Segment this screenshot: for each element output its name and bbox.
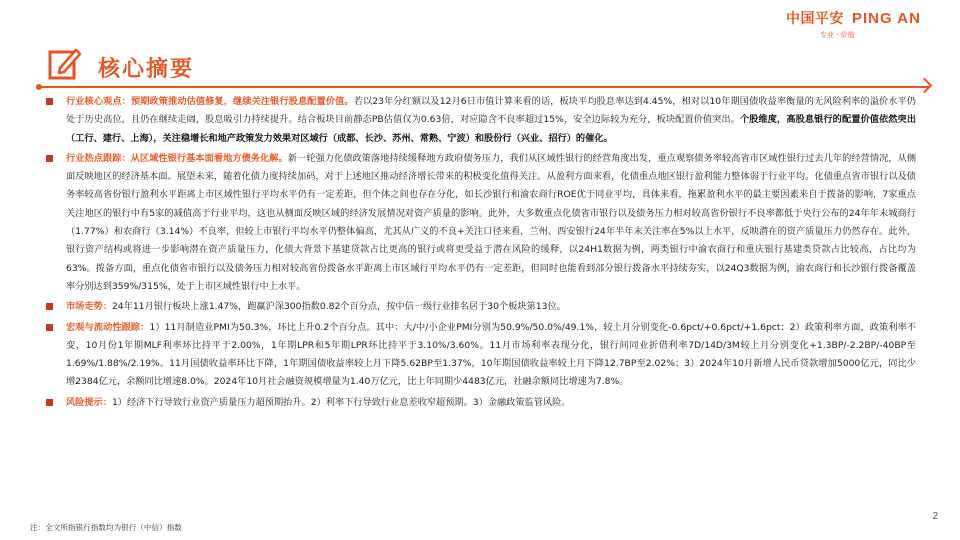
- page-number: 2: [932, 511, 938, 522]
- paragraph-text: 24年11月银行板块上涨1.47%，跑赢沪深300指数0.82个百分点，按中信一级行业排名居于30个板块第13位。: [111, 301, 566, 313]
- paragraph-industry-view: [44, 93, 916, 148]
- paragraph-heading: 行业热点跟踪：从区域性银行基本面看地方债务化解。: [66, 152, 288, 164]
- divider-arrow-icon: [917, 78, 933, 94]
- paragraph-market-trend: [44, 298, 916, 316]
- edit-pen-icon: [46, 46, 82, 82]
- title-divider: [40, 86, 930, 88]
- square-bullet-icon: [46, 155, 53, 162]
- square-bullet-icon: [46, 98, 53, 105]
- logo-cn-text: 中国平安: [786, 11, 844, 27]
- summary-content: [44, 93, 916, 414]
- logo-en-text: PING AN: [852, 9, 921, 27]
- paragraph-bold-text: 个股维度，高股息银行的配置价值依然突出（工行、建行、上海），关注稳增长和地产政策发力效果对区域行（成都、长沙、苏州、常熟、宁波）和股份行（兴业、招行）的催化。: [66, 114, 917, 144]
- square-bullet-icon: [46, 303, 53, 310]
- logo-slogan: 专业 · 价值: [820, 31, 855, 39]
- paragraph-text: 1）11月制造业PMI为50.3%，环比上升0.2个百分点。其中：大/中/小企业PMI分别为50.9%/50.0%/49.1%，较上月分别变化-0.6pct/+0.6pct/+1.6pct；2）政策利率方面，政策利率不变，10月份1年期MLF利率环比持平于2.00%，1年期LPR和5年期LPR环比持平于3.10%/3.60%。11月市场利率表现分化，银行间同业折借利率7D/14D/3M较上月分别变化+1.3BP/-2.2BP/-40BP至1.69%/1.88%/2.19%。11月国债收益率环比下降，1年期国债收益率较上月下降5.62BP至1.37%，10年期国债收益率较上月下降12.7BP至2.02%；3）2024年10月新增人民币贷款增加5000亿元，同比少增2384亿元，余额同比增速8.0%。2024年10月社会融资规模增量为1.40万亿元，比上年同期少4483亿元，社融余额同比增速为7.8%。: [66, 321, 916, 388]
- paragraph-heading: 风险提示：: [66, 396, 112, 408]
- paragraph-hot-topic: [44, 150, 916, 296]
- paragraph-text: 新一轮强力化债政策落地持续缓释地方政府债务压力，我们从区域性银行的经营角度出发，重点观察债务率较高省市区域性银行过去几年的经营情况，从侧面反映地区的经济基本面。展望未来，随着化债力度持续加码，对于上述地区推动经济增长带来的积极变化值得关注。从盈利方面来看，化债重点地区银行盈利能力整体弱于行业平均。化债重点省市银行以及债务率较高省份银行盈利水平距离上市区域性银行平均水平仍有一定差距，但个体之间也存在分化，如长沙银行和渝农商行ROE优于同业平均，具体来看，拖累盈利水平的最主要因素来自于拨备的影响，7家重点关注地区的银行中有5家的减值高于行业平均，这也从侧面反映区域的经济发展情况对资产质量的影响。此外，大多数重点化债省市银行以及债务压力相对较高省份银行不良率都低于央行公布的24年年末城商行（1.77%）和农商行（3.14%）不良率，但较上市银行平均水平仍整体偏高，尤其从广义的不良+关注口径来看，兰州、西安银行24年半年末关注率在5%以上水平，反映潜在的资产质量压力仍然存在。此外，银行资产结构或将进一步影响潜在资产质量压力，化债大背景下基建贷款占比更高的银行或将更受益于潜在风险的缓释，以24H1数据为例，两类银行中渝农商行和重庆银行基建类贷款占比较高，占比均为63%。拨备方面，重点化债省市银行以及债务压力相对较高省份拨备水平距离上市区域行平均水平仍有一定差距，但同时也能看到部分银行拨备水平持续夯实，以24Q3数据为例，渝农商行和长沙银行拨备覆盖率分别达到359%/315%，处于上市区域性银行中上水平。: [66, 152, 917, 292]
- paragraph-text: 若以23年分红额以及12月6日市值计算来看的话，板块平均股息率达到4.45%，相对以10年期国债收益率衡量的无风险利率的溢价水平仍处于历史高位，且仍在继续走阔，股息吸引力持续提升。结合板块目前静态PB估值仅为0.63倍，对应隐含不良率超过15%，安全边际较为充分，板块配置价值突出。: [66, 96, 916, 126]
- paragraph-heading: 行业核心观点：预期政策推动估值修复，继续关注银行股息配置价值。: [66, 96, 354, 107]
- paragraph-heading: 市场走势：: [66, 301, 112, 313]
- paragraph-heading: 宏观与流动性跟踪：: [66, 321, 150, 333]
- paragraph-risk-warning: [44, 394, 916, 412]
- footnote: 注：全文所指银行指数均为银行（中信）指数: [30, 523, 182, 532]
- page-title: 核心摘要: [98, 56, 195, 82]
- square-bullet-icon: [46, 399, 53, 406]
- paragraph-macro-liquidity: [44, 319, 916, 392]
- pingan-logo: [786, 8, 946, 40]
- divider-dot: [36, 84, 42, 90]
- logo-wordmark: [786, 8, 946, 28]
- square-bullet-icon: [46, 324, 53, 331]
- paragraph-text: 1）经济下行导致行业资产质量压力超预期抬升。2）利率下行导致行业息差收窄超预期。3）金融政策监管风险。: [111, 396, 571, 408]
